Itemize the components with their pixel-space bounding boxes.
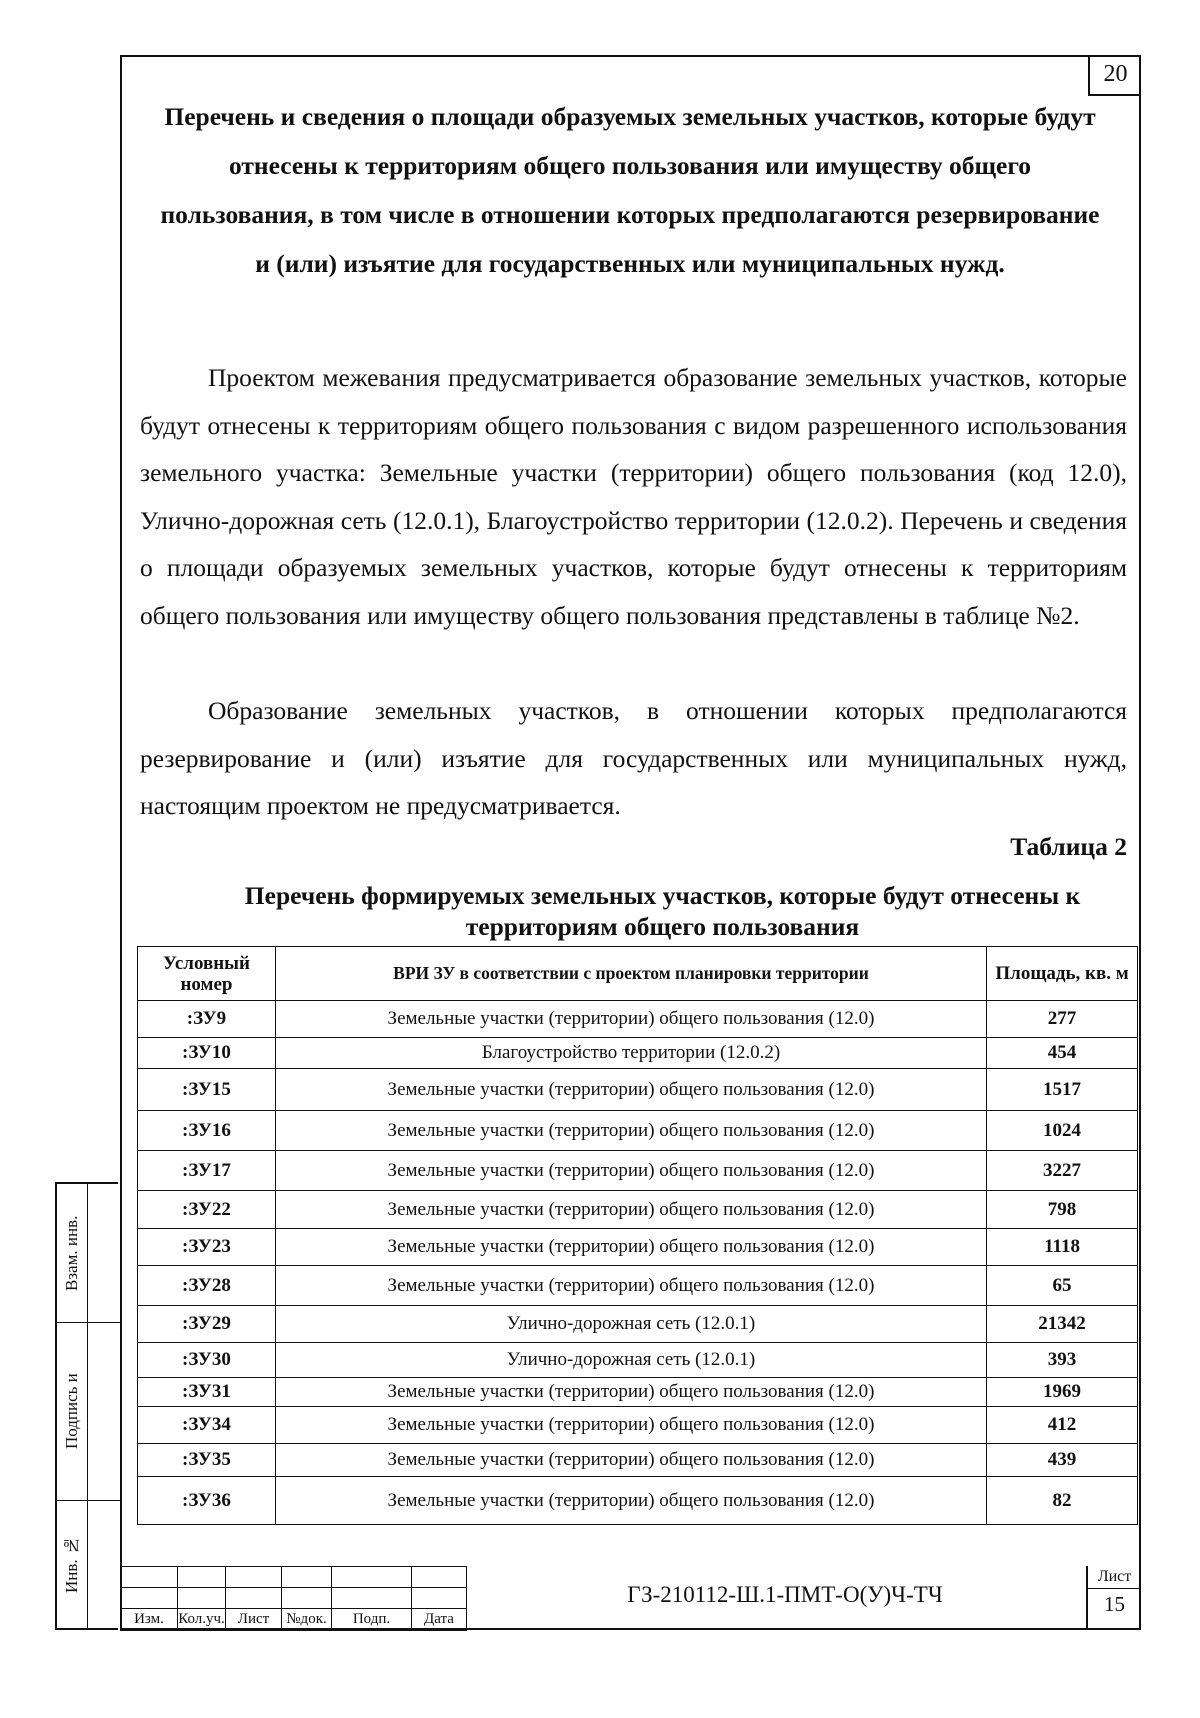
- cell-use-type: Земельные участки (территории) общего пользования (12.0): [275, 1229, 986, 1266]
- side-label-signature: Подпись и: [62, 1373, 81, 1449]
- cell-area: 454: [987, 1038, 1138, 1069]
- cell-area: 1118: [987, 1229, 1138, 1266]
- cell-area: 798: [987, 1191, 1138, 1229]
- stamp-col-sheet: Лист: [226, 1609, 282, 1631]
- cell-number: :ЗУ35: [138, 1444, 276, 1477]
- cell-area: 3227: [987, 1151, 1138, 1191]
- cell-number: :ЗУ23: [138, 1229, 276, 1266]
- cell-area: 21342: [987, 1306, 1138, 1343]
- cell-use-type: Земельные участки (территории) общего пользования (12.0): [275, 1378, 986, 1407]
- table-row: [138, 1038, 1138, 1069]
- cell-use-type: Земельные участки (территории) общего пользования (12.0): [275, 1191, 986, 1229]
- cell-use-type: Земельные участки (территории) общего пользования (12.0): [275, 1001, 986, 1038]
- cell-number: :ЗУ22: [138, 1191, 276, 1229]
- page-number: 20: [1088, 55, 1141, 96]
- cell-number: :ЗУ31: [138, 1378, 276, 1407]
- table-row: [138, 1477, 1138, 1525]
- cell-area: 1024: [987, 1111, 1138, 1151]
- cell-use-type: Благоустройство территории (12.0.2): [275, 1038, 986, 1069]
- cell-area: 277: [987, 1001, 1138, 1038]
- stamp-col-count: Кол.уч.: [178, 1609, 226, 1631]
- cell-number: :ЗУ36: [138, 1477, 276, 1525]
- header-number: Условный номер: [138, 947, 276, 1001]
- cell-number: :ЗУ34: [138, 1407, 276, 1444]
- cell-area: 82: [987, 1477, 1138, 1525]
- plots-table: [137, 946, 1138, 1525]
- cell-number: :ЗУ16: [138, 1111, 276, 1151]
- cell-number: :ЗУ29: [138, 1306, 276, 1343]
- table-row: [138, 1266, 1138, 1306]
- table-row: [138, 1306, 1138, 1343]
- table-row: [138, 1111, 1138, 1151]
- stamp-col-sign: Подп.: [332, 1609, 412, 1631]
- header-area: Площадь, кв. м: [987, 947, 1138, 1001]
- table-row: [138, 1069, 1138, 1111]
- cell-number: :ЗУ15: [138, 1069, 276, 1111]
- table-row: [138, 1191, 1138, 1229]
- cell-number: :ЗУ10: [138, 1038, 276, 1069]
- cell-area: 393: [987, 1343, 1138, 1378]
- cell-area: 412: [987, 1407, 1138, 1444]
- side-label-replace-inv: Взам. инв.: [62, 1215, 81, 1291]
- cell-area: 1517: [987, 1069, 1138, 1111]
- cell-use-type: Земельные участки (территории) общего пользования (12.0): [275, 1266, 986, 1306]
- table-row: [138, 1407, 1138, 1444]
- sheet-box: [1086, 1566, 1141, 1630]
- cell-use-type: Земельные участки (территории) общего пользования (12.0): [275, 1477, 986, 1525]
- sheet-label: Лист: [1088, 1566, 1141, 1589]
- side-label-inv-number: Инв. №: [62, 1536, 81, 1594]
- table-header-row: [138, 947, 1138, 1001]
- cell-area: 65: [987, 1266, 1138, 1306]
- stamp-col-change: Изм.: [121, 1609, 178, 1631]
- table-row: [138, 1444, 1138, 1477]
- cell-use-type: Земельные участки (территории) общего пользования (12.0): [275, 1069, 986, 1111]
- table-row: [138, 1001, 1138, 1038]
- cell-area: 439: [987, 1444, 1138, 1477]
- cell-number: :ЗУ28: [138, 1266, 276, 1306]
- cell-use-type: Земельные участки (территории) общего пользования (12.0): [275, 1151, 986, 1191]
- section-title: Перечень и сведения о площади образуемых земельных участков, которые будут отнесены к территориям общего пользования или имуществу общего пользования, в том числе в отношении которых предполагаются резервирование и (или) изъятие для государственных или муниципальных нужд.: [160, 102, 1100, 278]
- cell-number: :ЗУ9: [138, 1001, 276, 1038]
- cell-use-type: Земельные участки (территории) общего пользования (12.0): [275, 1111, 986, 1151]
- table-row: [138, 1343, 1138, 1378]
- table-row: [138, 1229, 1138, 1266]
- table-label: Таблица 2: [1010, 832, 1127, 861]
- cell-number: :ЗУ17: [138, 1151, 276, 1191]
- sheet-number: 15: [1104, 1592, 1125, 1616]
- paragraph-2: Образование земельных участков, в отношении которых предполагаются резервирование и (или) изъятие для государственных или муниципальных нужд, настоящим проектом не предусматривается.: [140, 696, 1127, 820]
- stamp-col-date: Дата: [412, 1609, 467, 1631]
- cell-use-type: Земельные участки (территории) общего пользования (12.0): [275, 1444, 986, 1477]
- paragraph-1: Проектом межевания предусматривается образование земельных участков, которые будут отнесены к территориям общего пользования с видом разрешенного использования земельного участка: Земельные участки (территории) общего пользования (код 12.0), Улично-дорожная сеть (12.0.1), Благоустройство территории (12.0.2). Перечень и сведения о площади образуемых земельных участков, которые будут отнесены к территориям общего пользования или имуществу общего пользования представлены в таблице №2.: [140, 363, 1127, 630]
- cell-number: :ЗУ30: [138, 1343, 276, 1378]
- cell-area: 1969: [987, 1378, 1138, 1407]
- table-row: [138, 1378, 1138, 1407]
- stamp-col-doc: №док.: [282, 1609, 332, 1631]
- document-code: ГЗ-210112-Ш.1-ПМТ-О(У)Ч-ТЧ: [627, 1582, 943, 1607]
- table-caption: Перечень формируемых земельных участков, которые будут отнесены к территориям общего пользования: [244, 881, 1081, 941]
- cell-use-type: Земельные участки (территории) общего пользования (12.0): [275, 1407, 986, 1444]
- cell-use-type: Улично-дорожная сеть (12.0.1): [275, 1306, 986, 1343]
- table-row: [138, 1151, 1138, 1191]
- side-strip: [55, 1182, 118, 1630]
- cell-use-type: Улично-дорожная сеть (12.0.1): [275, 1343, 986, 1378]
- header-use-type: ВРИ ЗУ в соответствии с проектом планировки территории: [275, 947, 986, 1001]
